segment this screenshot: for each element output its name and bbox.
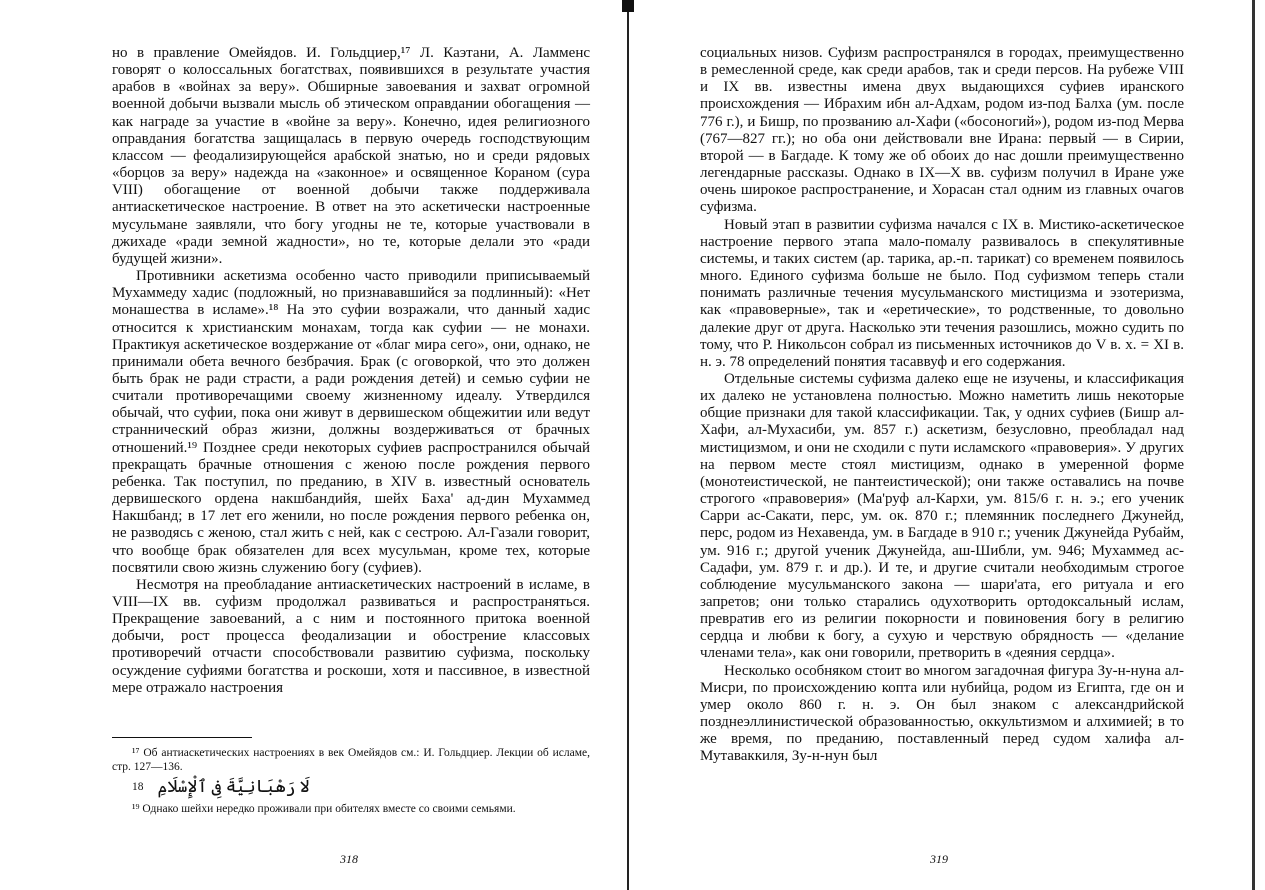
page-number-left: 318 — [340, 852, 358, 866]
right-paragraph-3: Отдельные системы суфизма далеко еще не изучены, и классификация их далеко не установлена полностью. Можно наметить лишь некоторые общие признаки для такой классификации. Так, у одних суфиев (Бишр ал-Хафи, ал-Мухасиби, ум. 857 г.) аскетизм, безусловно, преобладал над мистицизмом, и они не сходили с пути исламского «правоверия». У других на первом месте стоял мистицизм, однако в умеренной форме (монотеистической, не пантеистической); они также оставались на почве строгого «правоверия» (Ма'руф ал-Кархи, ум. 815/6 г. н. э.; его ученик Сарри ас-Сакати, перс, ум. ок. 870 г.; племянник последнего Джунейд, перс, родом из Нехавенда, ум. в Багдаде в 910 г.; ученик Джунейда Рубайм, ум. 916 г.; другой ученик Джунейда, аш-Шибли, ум. 946; Мухаммед ас-Садафи, ум. 879 г. и др.). И те, и другие считали необходимым строгое соблюдение мусульманского закона — шари'ата, его ритуала и его запретов; они только старались одухотворить ортодоксальный ислам, превратив его из религии покорности и повиновения богу в религию сердца и любви к богу, а сухую и черствую обрядность — «делание членами тела», как они говорили, претворить в «деяния сердца». — [700, 370, 1184, 662]
footnote-18-number: 18 — [132, 781, 144, 793]
footnote-18 — [112, 777, 590, 796]
left-paragraph-1: но в правление Омейядов. И. Гольдциер,¹⁷ Л. Каэтани, А. Ламменс говорят о колоссальных богатствах, появившихся в результате участия арабов в «войнах за веру». Обширные завоевания и захват огромной военной добычи вызвали мысль об этическом оправдании обогащения — как награде за участие в «войне за веру». Конечно, идея религиозного оправдания богатства защищалась в первую очередь господствующим классом — феодализирующейся арабской знатью, но и среди рядовых «борцов за веру» надежда на «законное» и освященное Кораном (сура VIII) обогащение от военной добычи также поддерживала антиаскетическое настроение. В ответ на это аскетически настроенные мусульмане заявляли, что богу угодны не те, которые участвовали в джихаде «ради земной жадности», но те, которые делали это «ради будущей жизни». — [112, 45, 590, 267]
right-page-edge — [1252, 0, 1255, 890]
right-page — [625, 0, 1265, 890]
right-paragraph-4: Несколько особняком стоит во многом загадочная фигура Зу-н-нуна ал-Мисри, по происхождению копта или нубийца, родом из Египта, где он и умер около 860 г. н. э. Он был знаком с александрийской позднеэллинистической образованностью, оккультизмом и алхимией; в то же время, по преданию, поставленный перед судом халифа ал-Мутаваккиля, Зу-н-нун был — [700, 662, 1184, 765]
right-paragraph-2: Новый этап в развитии суфизма начался с IX в. Мистико-аскетическое настроение первого этапа мало-помалу развивалось в спекулятивные системы, и таких систем (ар. тарика, ар.-п. тарикат) со временем появилось много. Единого суфизма больше не было. Под суфизмом теперь стали понимать различные течения мусульманского мистицизма и эзотеризма, как «правоверные», так и «еретические», то родственные, то довольно далекие друг от друга. Насколько эти течения разошлись, можно судить по тому, что Р. Никольсон собрал из письменных источников до V в. х. = XI в. н. э. 78 определений понятия тасаввуф и его содержания. — [700, 216, 1184, 370]
left-paragraph-3: Несмотря на преобладание антиаскетических настроений в исламе, в VIII—IX вв. суфизм продолжал развиваться и распространяться. Прекращение завоеваний, а с ним и постоянного притока военной добычи, рост процесса феодализации и обострение классовых противоречий отчасти способствовали развитию суфизма, поскольку осуждение суфиями богатства и роскоши, хотя и пассивное, в известной мере отражало настроения — [112, 576, 590, 696]
left-paragraph-2: Противники аскетизма особенно часто приводили приписываемый Мухаммеду хадис (подложный, но признававшийся за подлинный): «Нет монашества в исламе».¹⁸ На это суфии возражали, что данный хадис относится к христианским монахам, тогда как суфии — не монахи. Практикуя аскетическое воздержание от «благ мира сего», они, однако, не принимали обета вечного безбрачия. Брак (с оговоркой, что это должен быть брак не ради страсти, а ради рождения детей) и семью суфии не считали противоречащими своему жизненному идеалу. Утвердился обычай, что суфии, пока они живут в дервишеском общежитии или ведут страннический образ жизни, должны воздерживаться от брачных отношений.¹⁹ Позднее среди некоторых суфиев распространился обычай прекращать брачные отношения с женою после рождения первого ребенка. Так поступил, по преданию, в XIV в. известный основатель дервишеского ордена накшбандийя, шейх Баха' ад-дин Мухаммед Накшбанд; в 17 лет его женили, но после рождения первого ребенка он, не разводясь с женою, стал жить с ней, как с сестрою. Ал-Газали говорит, что вообще брак обязателен для всех мусульман, кроме тех, которые посвятили свою жизнь служению богу (суфиев). — [112, 268, 590, 576]
footnotes — [112, 746, 590, 820]
footnote-17: ¹⁷ Об антиаскетических настроениях в век Омейядов см.: И. Гольдциер. Лекции об исламе, стр. 127—136. — [112, 747, 590, 773]
footnote-18-arabic: لَا رَهْبَانِيَّةَ فِى ٱلْإِسْلَامِ — [157, 777, 310, 796]
right-paragraph-1: социальных низов. Суфизм распространялся в городах, преимущественно в ремесленной среде, как среди арабов, так и среди персов. На рубеже VIII и IX вв. известны имена двух выдающихся суфиев иранского происхождения — Ибрахим ибн ал-Адхам, родом из-под Балха (ум. после 776 г.), и Бишр, по прозванию ал-Хафи («босоногий»), родом из-под Мерва (767—827 гг.); но оба они действовали вне Ирана: первый — в Сирии, второй — в Багдаде. К тому же об обоих до нас дошли преимущественно легендарные рассказы. Однако в IX—X вв. суфизм получил в Иране уже очень широкое распространение, и Хорасан стал одним из главных очагов суфизма. — [700, 45, 1184, 216]
left-page-body — [112, 45, 590, 697]
footnote-rule — [112, 737, 252, 738]
left-page — [0, 0, 625, 890]
right-page-body — [700, 45, 1184, 766]
footnote-19: ¹⁹ Однако шейхи нередко проживали при обителях вместе со своими семьями. — [132, 803, 516, 815]
page-number-right: 319 — [930, 852, 948, 866]
